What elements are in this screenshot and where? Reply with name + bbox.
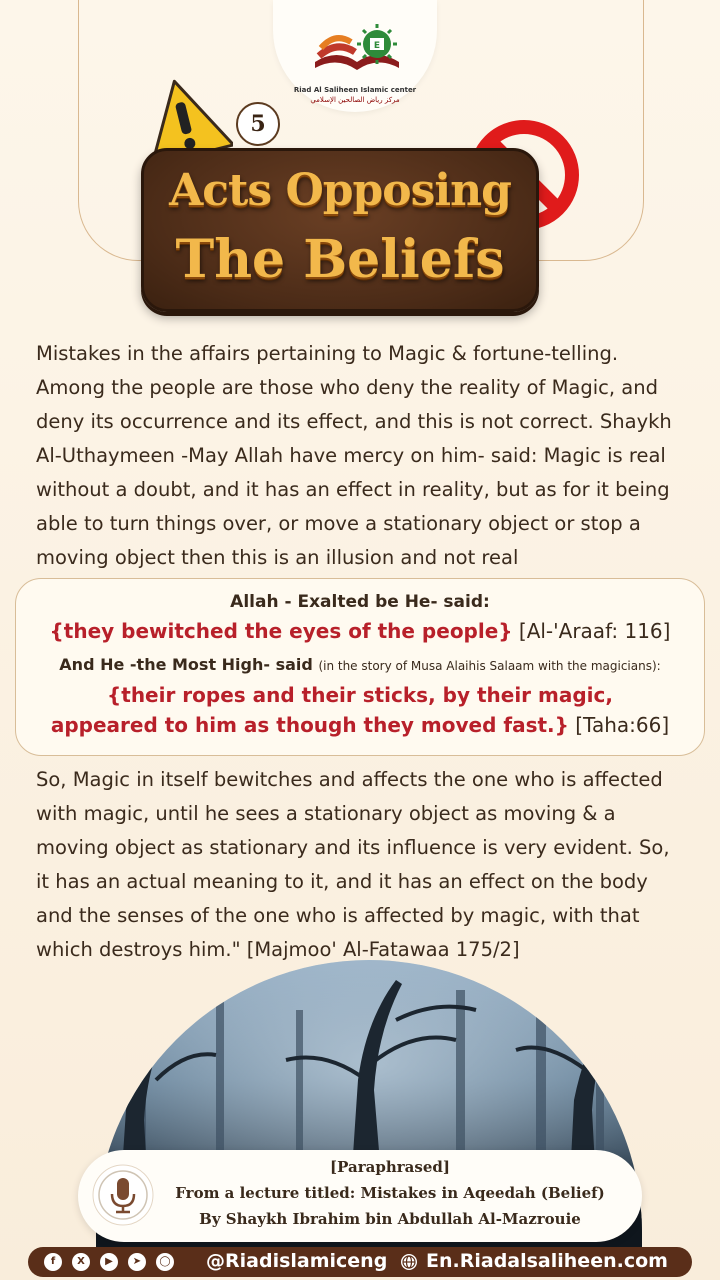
website-link[interactable]: En.Riadalsaliheen.com [426,1250,668,1272]
ayah-1-text: {they bewitched the eyes of the people} [49,619,513,643]
ayah-1 [16,619,704,643]
social-handle[interactable]: @Riadislamiceng [206,1250,388,1272]
ayah-2-line-2-text: appeared to him as though they moved fast.} [50,713,569,737]
globe-icon [400,1253,418,1271]
ayah-2-line-1 [16,683,704,707]
logo [273,0,437,112]
svg-text:E: E [373,41,381,51]
title-line-1: Acts Opposing [169,165,511,216]
logo-name-ar: مركز رياض الصالحين الإسلامي [310,96,400,104]
book-logo-icon [307,18,407,82]
ayah-2-line-1-text: {their ropes and their sticks, by their magic, [107,683,613,707]
lecture-credit-card [78,1150,642,1242]
logo-name-en: Riad Al Saliheen Islamic center [293,86,417,94]
youtube-icon[interactable]: ▶ [100,1253,118,1271]
intro-paragraph: Mistakes in the affairs pertaining to Magic & fortune-telling. Among the people are those who deny the reality of Magic, and deny its occurrence and its effect, and this is not correct. Shaykh Al-Uthaymeen -May Allah have mercy on him- said: Magic is real without a doubt, and it has an effect in reality, but as for it being able to turn things over, or move a stationary object or stop a moving object then this is an illusion and not real [36,342,672,569]
ayah-1-ref: [Al-'Araaf: 116] [518,619,671,643]
x-icon[interactable]: X [72,1253,90,1271]
telegram-icon[interactable]: ➤ [128,1253,146,1271]
microphone-icon [92,1164,154,1226]
credit-speaker: By Shaykh Ibrahim bin Abdullah Al-Mazrouie [199,1210,581,1228]
footer-bar [28,1247,692,1277]
quote-intro-2-text: And He -the Most High- said [59,655,313,674]
credit-lecture-title: From a lecture titled: Mistakes in Aqeedah (Belief) [175,1184,605,1202]
ayah-2-ref: [Taha:66] [575,713,670,737]
instagram-icon[interactable]: ◯ [156,1253,174,1271]
ayah-2-line-2 [16,713,704,737]
title-board [141,148,539,312]
quote-intro-1: Allah - Exalted be He- said: [230,592,490,612]
number-badge: 5 [236,102,280,146]
facebook-icon[interactable]: f [44,1253,62,1271]
conclusion-paragraph: So, Magic in itself bewitches and affects the one who is affected with magic, until he sees a stationary object as moving & a moving object as stationary and its influence is very evident. So, it has an actual meaning to it, and it has an effect on the body and the senses of the one who is affected by magic, with that which destroys him." [Majmoo' Al-Fatawaa 175/2] [36,768,670,961]
title-line-2: The Beliefs [175,229,505,290]
credit-paraphrased: [Paraphrased] [330,1158,450,1176]
quote-intro-2 [16,655,704,674]
quote-intro-2-note: (in the story of Musa Alaihis Salaam with the magicians): [318,659,661,673]
quran-quote-box [15,578,705,756]
